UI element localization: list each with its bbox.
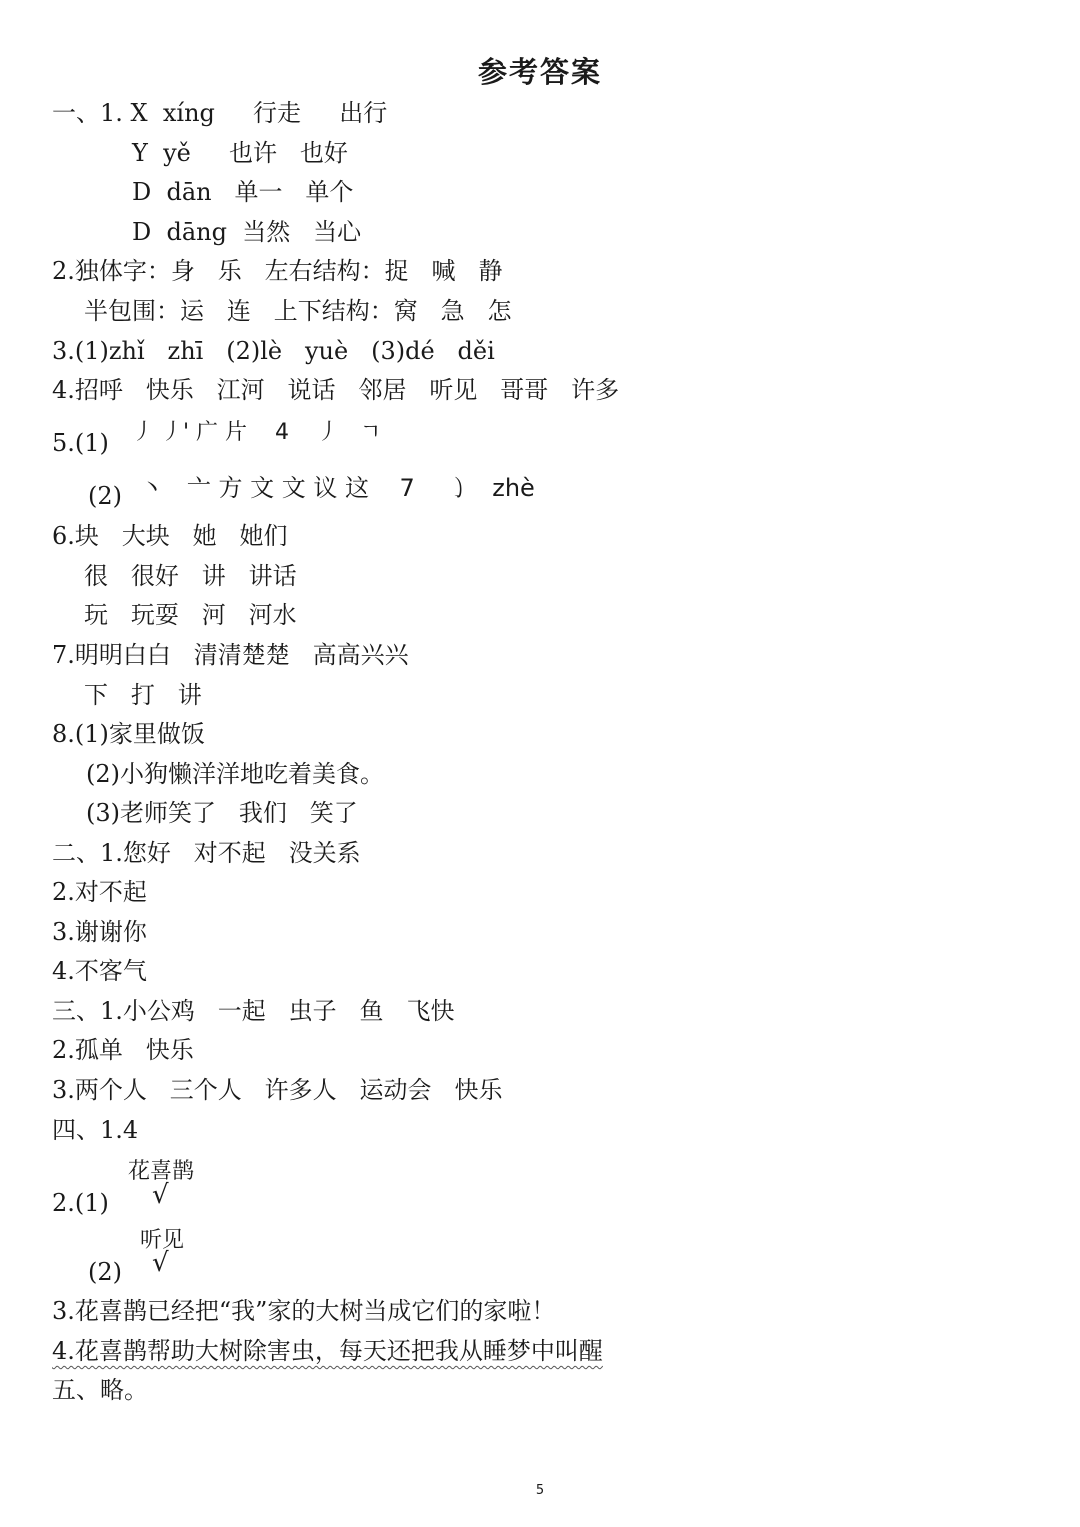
answer-line-3-3: 3.两个人 三个人 许多人 运动会 快乐 <box>52 1076 503 1104</box>
answer-line-4-3: 3.花喜鹊已经把“我”家的大树当成它们的家啦！ <box>52 1297 556 1325</box>
answer-line-1-8b: (2)小狗懒洋洋地吃着美食。 <box>86 760 384 788</box>
answer-line-4-2: 2.(1) <box>52 1189 109 1217</box>
answer-line-1-5-label: 5.(1) <box>52 429 109 457</box>
choice-label-huaxique: 花喜鹊 <box>128 1159 195 1184</box>
answer-line-3-1: 三、1.小公鸡 一起 虫子 鱼 飞快 <box>52 997 455 1025</box>
check-mark-icon: √ <box>152 1248 169 1278</box>
answer-line-1-5b-label: (2) <box>88 482 122 510</box>
answer-line-4-4: 4.花喜鹊帮助大树除害虫，每天还把我从睡梦中叫醒 <box>52 1337 603 1365</box>
answer-line-2-3: 3.谢谢你 <box>52 918 147 946</box>
answer-line-1-1b: Y yě 也许 也好 <box>132 139 348 167</box>
answer-line-1-4: 4.招呼 快乐 江河 说话 邻居 听见 哥哥 许多 <box>52 376 620 404</box>
stroke-order-pian: 丿 丿' 广 片 4 丿 ㄱ <box>132 420 382 445</box>
answer-line-1-7: 7.明明白白 清清楚楚 高高兴兴 <box>52 641 409 669</box>
answer-line-1-2b: 半包围：运 连 上下结构：窝 急 怎 <box>84 297 512 325</box>
answer-line-1-6c: 玩 玩耍 河 河水 <box>84 601 297 629</box>
answer-line-1-7b: 下 打 讲 <box>84 681 202 709</box>
answer-line-4-2b: (2) <box>88 1258 122 1286</box>
answer-line-4-1: 四、1.4 <box>52 1116 139 1144</box>
answer-line-1-1c: D dān 单一 单个 <box>132 178 354 206</box>
answer-line-1-6b: 很 很好 讲 讲话 <box>84 562 297 590</box>
answer-line-1-8c: (3)老师笑了 我们 笑了 <box>86 799 358 827</box>
choice-label-tingjian: 听见 <box>140 1228 185 1253</box>
answer-line-1-6: 6.块 大块 她 她们 <box>52 522 288 550</box>
answer-line-1-3: 3.(1)zhǐ zhī (2)lè yuè (3)dé děi <box>52 337 495 365</box>
page-title: 参考答案 <box>477 55 602 89</box>
answer-line-1-1: 一、1. X xíng 行走 出行 <box>52 99 388 127</box>
answer-line-1-2: 2.独体字：身 乐 左右结构：捉 喊 静 <box>52 257 503 285</box>
stroke-order-zhe: 丶 亠 方 文 文 议 这 7 ㇁ zhè <box>140 474 535 502</box>
answer-line-1-1d: D dāng 当然 当心 <box>132 218 362 246</box>
answer-line-2-1: 二、1.您好 对不起 没关系 <box>52 839 361 867</box>
page-number: 5 <box>535 1483 545 1498</box>
check-mark-icon: √ <box>152 1180 169 1210</box>
answer-line-5: 五、略。 <box>52 1376 148 1404</box>
answer-line-1-8: 8.(1)家里做饭 <box>52 720 205 748</box>
answer-line-3-2: 2.孤单 快乐 <box>52 1036 194 1064</box>
answer-line-2-4: 4.不客气 <box>52 957 147 985</box>
answer-line-2-2: 2.对不起 <box>52 878 147 906</box>
